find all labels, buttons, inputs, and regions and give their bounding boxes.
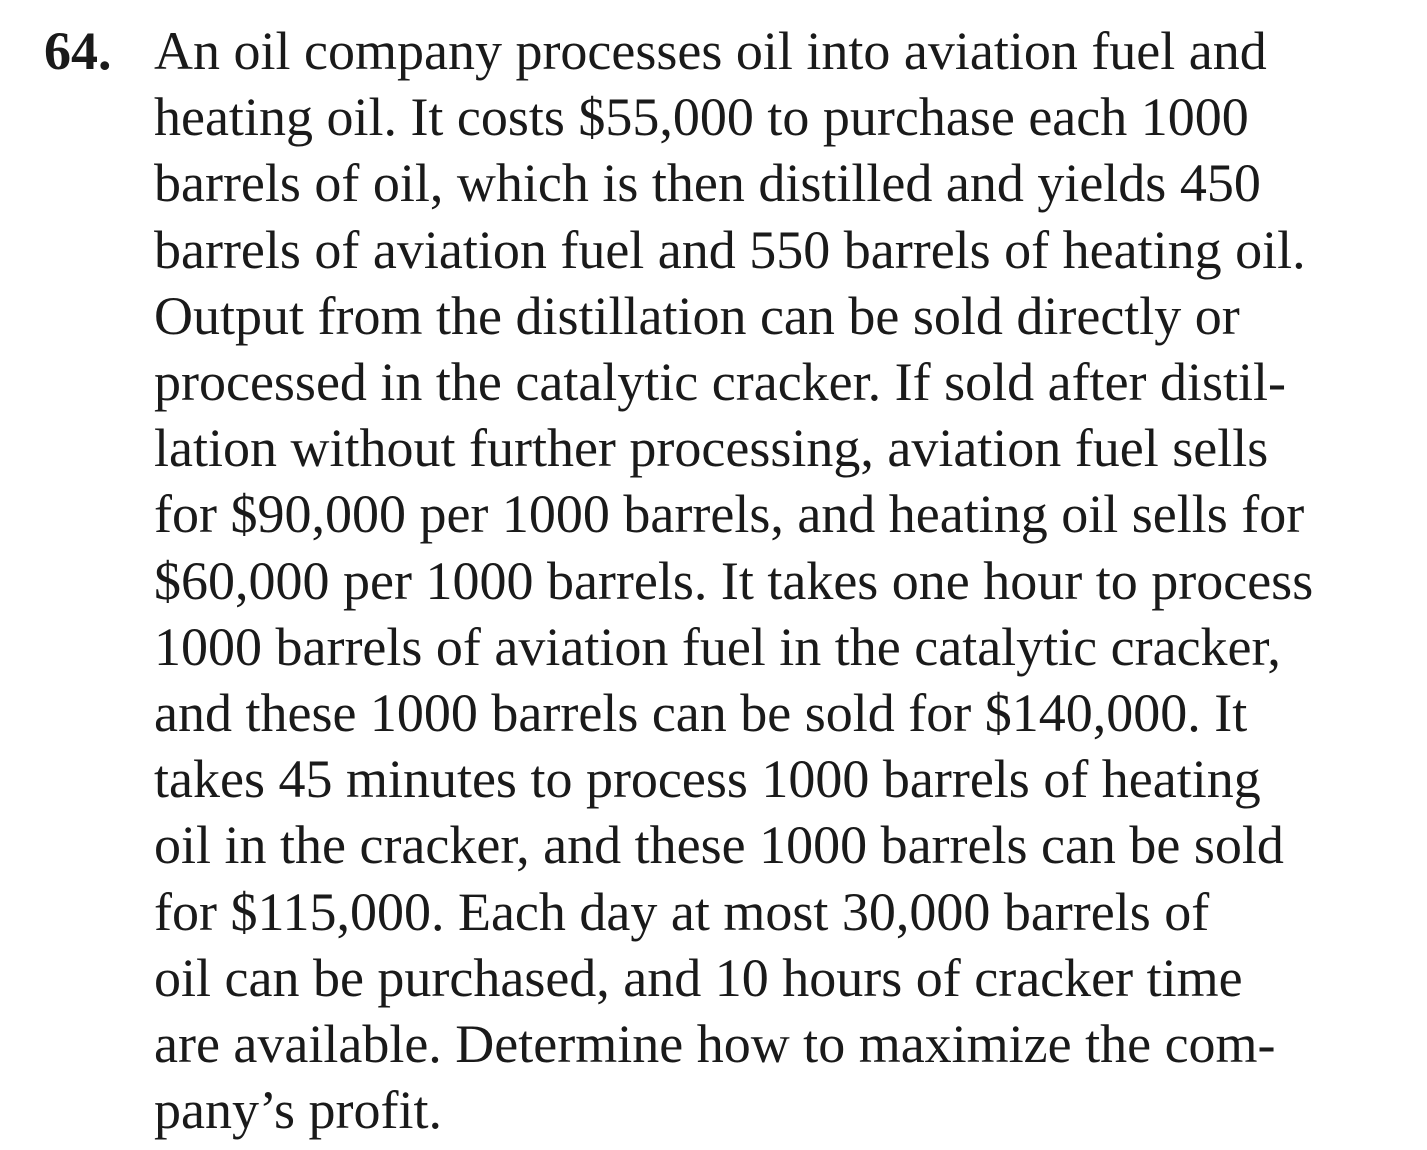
problem-line: are available. Determine how to maximize the com-	[154, 1014, 1276, 1075]
problem-line: for $115,000. Each day at most 30,000 barrels of	[154, 881, 1210, 942]
problem-line: $60,000 per 1000 barrels. It takes one hour to process	[154, 550, 1314, 611]
problem-line: heating oil. It costs $55,000 to purchase each 1000	[154, 87, 1249, 148]
problem-text	[154, 18, 1419, 1143]
problem-line: oil in the cracker, and these 1000 barrels can be sold	[154, 815, 1284, 876]
problem-line: An oil company processes oil into aviation fuel and	[154, 21, 1267, 81]
problem-line: for $90,000 per 1000 barrels, and heating oil sells for	[154, 484, 1305, 545]
problem-line: 1000 barrels of aviation fuel in the catalytic cracker,	[154, 616, 1281, 677]
problem-line: Output from the distillation can be sold directly or	[154, 285, 1240, 346]
problem-line: oil can be purchased, and 10 hours of cracker time	[154, 947, 1243, 1008]
problem-line: takes 45 minutes to process 1000 barrels of heating	[154, 749, 1261, 810]
problem-line: processed in the catalytic cracker. If sold after distil-	[154, 352, 1287, 413]
problem-line: pany’s profit.	[154, 1080, 442, 1141]
problem-line: and these 1000 barrels can be sold for $140,000. It	[154, 683, 1248, 744]
problem-line: barrels of aviation fuel and 550 barrels of heating oil.	[154, 219, 1306, 280]
problem-line: barrels of oil, which is then distilled and yields 450	[154, 153, 1261, 214]
problem-number: 64.	[44, 21, 112, 81]
problem-line: lation without further processing, aviation fuel sells	[154, 418, 1269, 479]
